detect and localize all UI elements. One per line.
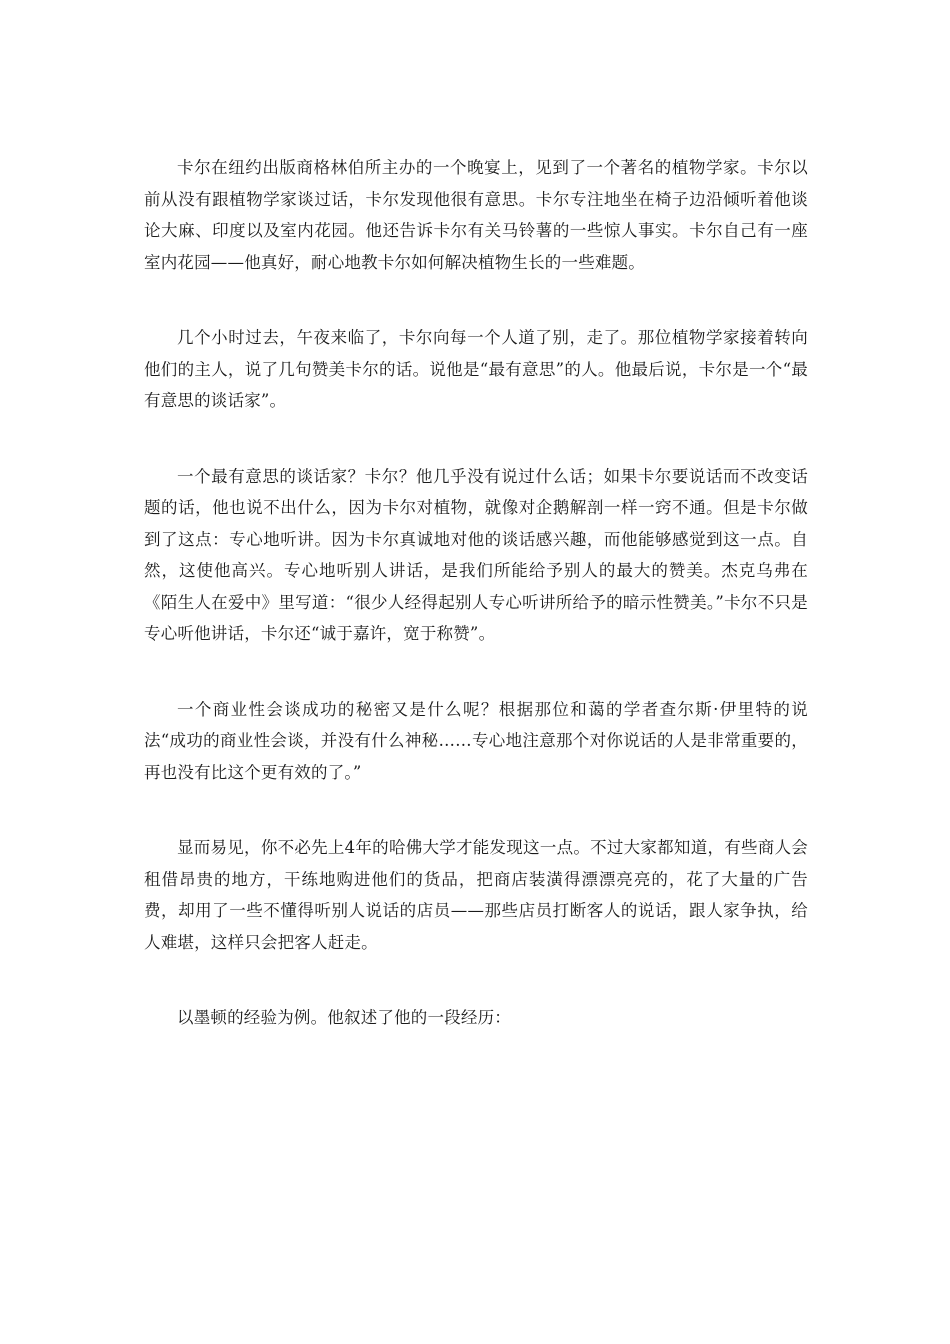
paragraph-2: 几个小时过去，午夜来临了，卡尔向每一个人道了别，走了。那位植物学家接着转向他们的主人，说了几句赞美卡尔的话。说他是“最有意思”的人。他最后说，卡尔是一个“最有意思的谈话家”。 [144,328,808,410]
paragraph-spacer [144,417,808,461]
document-body [144,152,808,1034]
paragraph-spacer [144,958,808,1002]
paragraph-spacer [144,278,808,322]
paragraph-spacer [144,788,808,832]
paragraph-6: 以墨顿的经验为例。他叙述了他的一段经历： [177,1008,511,1027]
paragraph-1: 卡尔在纽约出版商格林伯所主办的一个晚宴上，见到了一个著名的植物学家。卡尔以前从没有跟植物学家谈过话，卡尔发现他很有意思。卡尔专注地坐在椅子边沿倾听着他谈论大麻、印度以及室内花园。他还告诉卡尔有关马铃薯的一些惊人事实。卡尔自己有一座室内花园——他真好，耐心地教卡尔如何解决植物生长的一些难题。 [144,158,808,272]
paragraph-4: 一个商业性会谈成功的秘密又是什么呢？根据那位和蔼的学者查尔斯·伊里特的说法“成功的商业性会谈，并没有什么神秘……专心地注意那个对你说话的人是非常重要的，再也没有比这个更有效的了。” [144,699,808,782]
paragraph-5: 显而易见，你不必先上4年的哈佛大学才能发现这一点。不过大家都知道，有些商人会租借昂贵的地方，干练地购进他们的货品，把商店装潢得漂漂亮亮的，花了大量的广告费，却用了一些不懂得听别人说话的店员——那些店员打断客人的说话，跟人家争执，给人难堪，这样只会把客人赶走。 [144,838,808,952]
paragraph-3: 一个最有意思的谈话家？卡尔？他几乎没有说过什么话；如果卡尔要说话而不改变话题的话，他也说不出什么，因为卡尔对植物，就像对企鹅解剖一样一窍不通。但是卡尔做到了这点：专心地听讲。因为卡尔真诚地对他的谈话感兴趣，而他能够感觉到这一点。自然，这使他高兴。专心地听别人讲话，是我们所能给予别人的最大的赞美。杰克乌弗在《陌生人在爱中》里写道：“很少人经得起别人专心听讲所给予的暗示性赞美。”卡尔不只是专心听他讲话，卡尔还“诚于嘉许，宽于称赞”。 [144,466,808,643]
paragraph-spacer [144,650,808,694]
